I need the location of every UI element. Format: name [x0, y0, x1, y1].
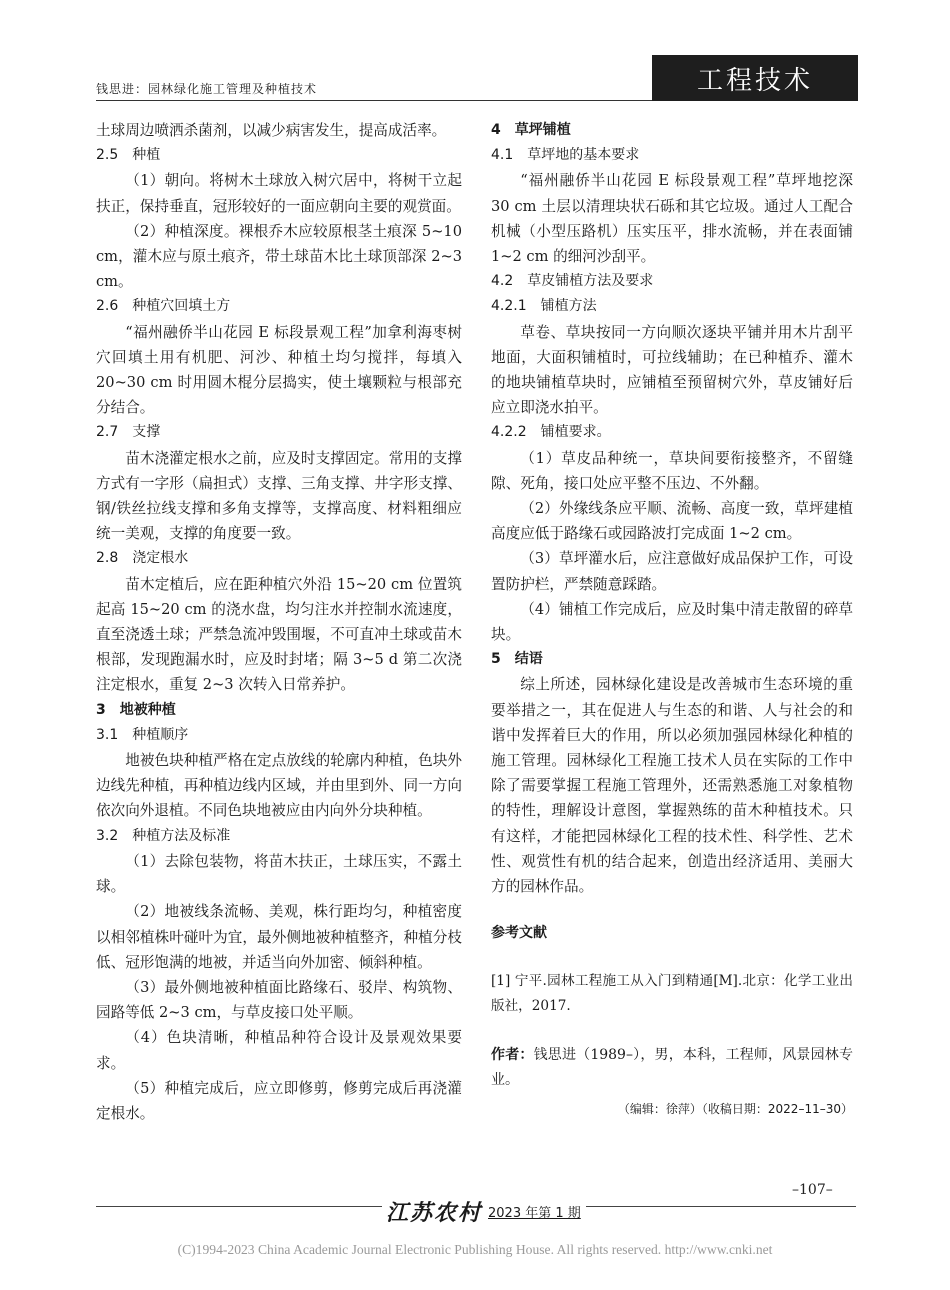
- paragraph: 土球周边喷洒杀菌剂，以减少病害发生，提高成活率。: [96, 122, 447, 139]
- paragraph: “福州融侨半山花园 E 标段景观工程”草坪地挖深 30 cm 土层以清理块状石砾和其它垃圾。通过人工配合机械（小型压路机）压实压平，排水流畅，并在表面铺 1~2 cm 的细河沙刮平。: [491, 172, 853, 266]
- section-heading: 4.2 草皮铺植方法及要求: [491, 273, 654, 290]
- running-title: 钱思进：园林绿化施工管理及种植技术: [96, 82, 318, 96]
- section-heading: 2.6 种植穴回填土方: [96, 298, 231, 315]
- right-column: [491, 118, 853, 1122]
- paragraph: （2）外缘线条应平顺、流畅、高度一致，草坪建植高度应低于路缘石或园路波打完成面 1~2 cm。: [491, 500, 853, 543]
- paragraph: （1）朝向。将树木土球放入树穴居中，将树干立起扶正，保持垂直，冠形较好的一面应朝向主要的观赏面。: [96, 172, 462, 215]
- author-label: 作者：: [491, 1046, 534, 1063]
- journal-name: 江苏农村: [386, 1199, 483, 1226]
- paragraph: （2）地被线条流畅、美观，株行距均匀，种植密度以相邻植株叶碰叶为宜，最外侧地被种植整齐，种植分枝低、冠形饱满的地被，并适当向外加密、倾斜种植。: [96, 903, 462, 971]
- journal-logo: [382, 1196, 586, 1226]
- paragraph: 苗木浇灌定根水之前，应及时支撑固定。常用的支撑方式有一字形（扁担式）支撑、三角支撑、井字形支撑、钢/铁丝拉线支撑和多角支撑等，支撑高度、材料粗细应统一美观，支撑的角度要一致。: [96, 449, 462, 543]
- copyright-notice: (C)1994-2023 China Academic Journal Electronic Publishing House. All rights reserved. http://www.cnki.net: [177, 1242, 773, 1257]
- paragraph: （1）草皮品种统一，草块间要衔接整齐，不留缝隙、死角，接口处应平整不压边、不外翻。: [491, 449, 853, 492]
- section-tag: 工程技术: [652, 55, 858, 101]
- section-heading: 2.8 浇定根水: [96, 550, 189, 567]
- section-heading: 2.7 支撑: [96, 424, 161, 441]
- paragraph: 草卷、草块按同一方向顺次逐块平铺并用木片刮平地面，大面积铺植时，可拉线辅助；在已种植乔、灌木的地块铺植草块时，应铺植至预留树穴外，草皮铺好后应立即浇水拍平。: [491, 323, 853, 417]
- section-heading: 4 草坪铺植: [491, 122, 571, 138]
- paragraph: 地被色块种植严格在定点放线的轮廓内种植，色块外边线先种植，再种植边线内区域，并由里到外、同一方向依次向外退植。不同色块地被应由内向外分块种植。: [96, 752, 462, 820]
- section-heading: 3 地被种植: [96, 701, 176, 718]
- page-number: –107–: [792, 1182, 833, 1198]
- section-heading: 4.2.1 铺植方法: [491, 298, 597, 315]
- section-heading: 4.1 草坪地的基本要求: [491, 147, 640, 164]
- edit-info: （编辑：徐萍）（收稿日期：2022–11–30）: [617, 1101, 853, 1116]
- section-heading: 2.5 种植: [96, 147, 161, 164]
- paragraph: （4）色块清晰，种植品种符合设计及景观效果要求。: [96, 1029, 462, 1072]
- paragraph: “福州融侨半山花园 E 标段景观工程”加拿利海枣树穴回填土用有机肥、河沙、种植土均匀搅拌，每填入 20~30 cm 时用圆木棍分层捣实，使土壤颗粒与根部充分结合。: [96, 323, 462, 417]
- paragraph: 综上所述，园林绿化建设是改善城市生态环境的重要举措之一，其在促进人与生态的和谐、人与社会的和谐中发挥着巨大的作用，所以必须加强园林绿化种植的施工管理。园林绿化工程施工技术人员在实际的工作中除了需要掌握工程施工管理外，还需熟悉施工对象植物的特性，理解设计意图，掌握熟练的苗木种植技术。只有这样，才能把园林绿化工程的技术性、科学性、艺术性、观赏性有机的结合起来，创造出经济适用、美丽大方的园林作品。: [491, 676, 853, 896]
- section-heading: 5 结语: [491, 651, 543, 668]
- paragraph: （3）草坪灌水后，应注意做好成品保护工作，可设置防护栏，严禁随意踩踏。: [491, 550, 853, 593]
- right-column-body: [491, 118, 853, 899]
- left-column: [96, 118, 462, 1126]
- author-bio: [491, 1043, 853, 1093]
- references-title: 参考文献: [491, 925, 547, 942]
- paragraph: （2）种植深度。裸根乔木应较原根茎土痕深 5~10 cm，灌木应与原土痕齐，带土球苗木比土球顶部深 2~3 cm。: [96, 222, 462, 291]
- paragraph: （4）铺植工作完成后，应及时集中清走散留的碎草块。: [491, 600, 853, 644]
- paragraph: 苗木定植后，应在距种植穴外沿 15~20 cm 位置筑起高 15~20 cm 的浇水盘，均匀注水并控制水流速度，直至浇透土球；严禁急流冲毁围堰，不可直冲土球或苗木根部，发现跑漏水时，应及时封堵；隔 3~5 d 第二次浇注定根水，重复 2~3 次转入日常养护。: [96, 575, 462, 694]
- section-heading: 3.2 种植方法及标准: [96, 827, 231, 844]
- paragraph: （3）最外侧地被种植面比路缘石、驳岸、构筑物、园路等低 2~3 cm，与草皮接口处平顺。: [96, 978, 462, 1022]
- header-rule: [96, 100, 652, 101]
- section-heading: 3.1 种植顺序: [96, 726, 189, 743]
- paragraph: （5）种植完成后，应立即修剪，修剪完成后再浇灌定根水。: [96, 1079, 462, 1122]
- section-heading: 4.2.2 铺植要求。: [491, 424, 611, 441]
- paragraph: （1）去除包装物，将苗木扶正，土球压实，不露土球。: [96, 852, 462, 896]
- issue-label: 2023 年第 1 期: [488, 1205, 581, 1221]
- reference-item: [1] 宁平.园林工程施工从入门到精通[M].北京：化学工业出版社，2017.: [491, 972, 853, 1014]
- author-text: 钱思进（1989–），男，本科，工程师，风景园林专业。: [491, 1046, 853, 1088]
